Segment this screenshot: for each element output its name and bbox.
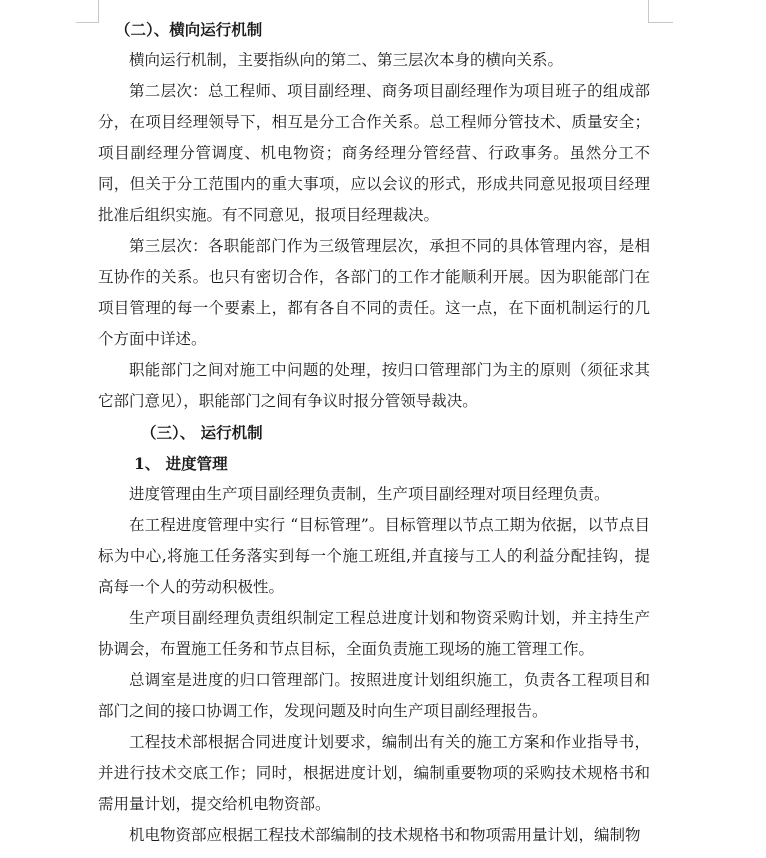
subsection-heading-progress-management: 1、 进度管理 xyxy=(134,454,228,473)
paragraph: 职能部门之间对施工中问题的处理，按归口管理部门为主的原则（须征求其它部门意见），职能部门之间有争议时报分管领导裁决。 xyxy=(98,361,650,410)
paragraph: 第二层次：总工程师、项目副经理、商务项目副经理作为项目班子的组成部分，在项目经理领导下，相互是分工合作关系。总工程师分管技术、质量安全；项目副经理分管调度、机电物资；商务经理分管经营、行政事务。虽然分工不同，但关于分工范围内的重大事项，应以会议的形式，形成共同意见报项目经理批准后组织实施。有不同意见，报项目经理裁决。 xyxy=(98,82,650,224)
paragraph: 进度管理由生产项目副经理负责制，生产项目副经理对项目经理负责。 xyxy=(129,485,610,503)
paragraph: 机电物资部应根据工程技术部编制的技术规格书和物项需用量计划，编制物 xyxy=(129,826,641,844)
section-heading-horizontal-mechanism: （二）、横向运行机制 xyxy=(115,20,263,39)
paragraph: 第三层次：各职能部门作为三级管理层次，承担不同的具体管理内容，是相互协作的关系。也只有密切合作，各部门的工作才能顺利开展。因为职能部门在项目管理的每一个要素上，都有各自不同的责任。这一点，在下面机制运行的几个方面中详述。 xyxy=(98,237,650,348)
section-heading-operation-mechanism: （三）、 运行机制 xyxy=(141,423,263,442)
paragraph: 工程技术部根据合同进度计划要求，编制出有关的施工方案和作业指导书，并进行技术交底工作；同时，根据进度计划，编制重要物项的采购技术规格书和需用量计划，提交给机电物资部。 xyxy=(98,733,650,813)
margin-corner-mark-right xyxy=(648,0,673,23)
document-page xyxy=(98,14,650,851)
paragraph: 总调室是进度的归口管理部门。按照进度计划组织施工，负责各工程项目和部门之间的接口协调工作，发现问题及时向生产项目副经理报告。 xyxy=(98,671,650,720)
paragraph: 在工程进度管理中实行 “目标管理”。目标管理以节点工期为依据，以节点目标为中心,将施工任务落实到每一个施工班组,并直接与工人的利益分配挂钩，提高每一个人的劳动积极性。 xyxy=(98,516,650,596)
paragraph: 生产项目副经理负责组织制定工程总进度计划和物资采购计划，并主持生产协调会，布置施工任务和节点目标，全面负责施工现场的施工管理工作。 xyxy=(98,609,650,658)
margin-corner-mark-left xyxy=(76,0,99,23)
paragraph: 横向运行机制，主要指纵向的第二、第三层次本身的横向关系。 xyxy=(129,51,564,69)
